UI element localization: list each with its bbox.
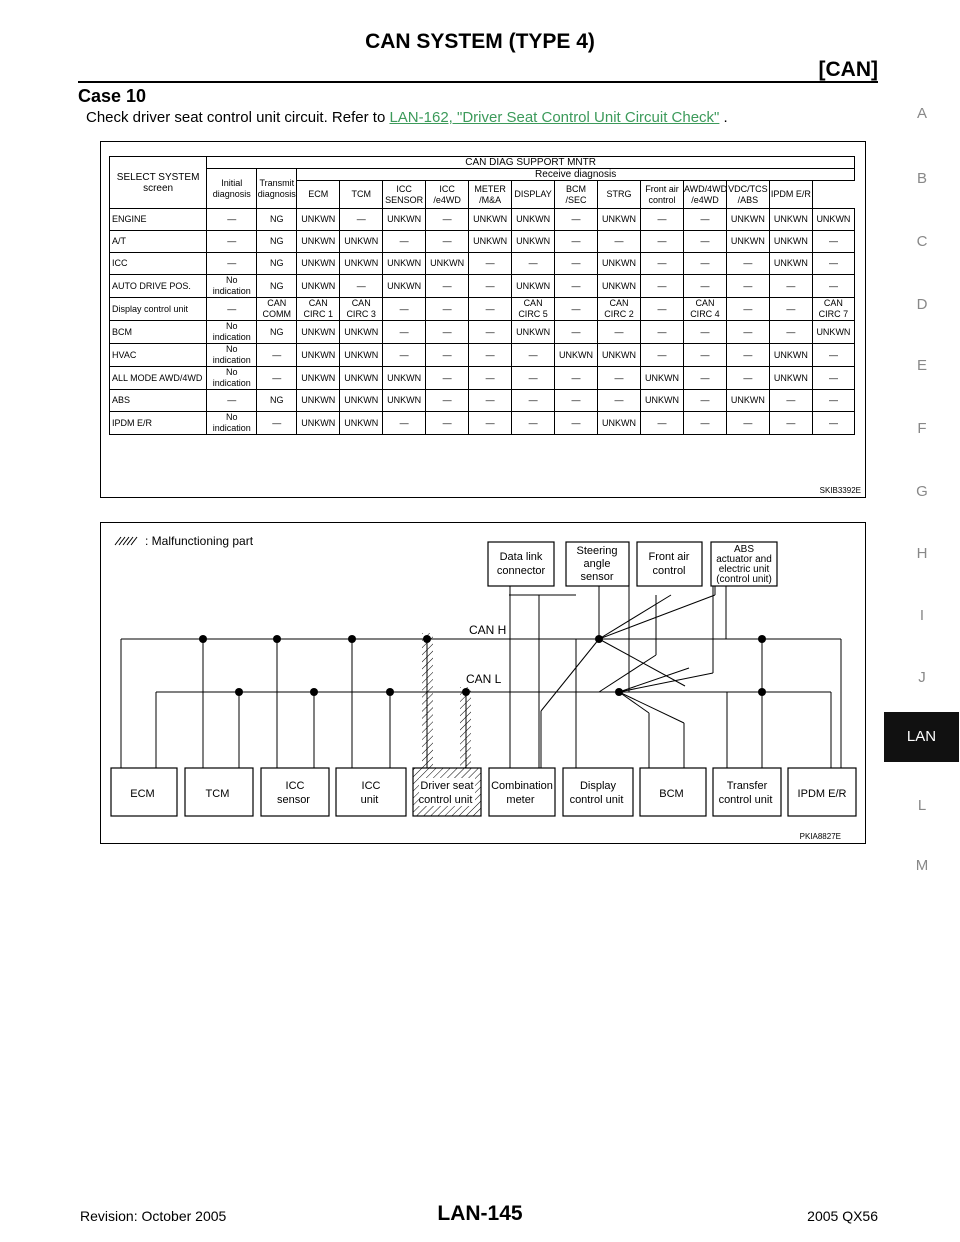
diag-cell: NG xyxy=(257,253,297,275)
diag-cell: — xyxy=(812,344,854,367)
diag-cell: — xyxy=(207,231,257,253)
diag-cell: UNKWN xyxy=(383,390,426,412)
footer-model: 2005 QX56 xyxy=(807,1208,878,1224)
diag-cell: — xyxy=(207,390,257,412)
index-tab-h[interactable]: H xyxy=(916,545,928,562)
diag-cell: — xyxy=(207,298,257,321)
diag-cell: — xyxy=(257,344,297,367)
diag-cell: — xyxy=(641,275,684,298)
diag-cell: — xyxy=(555,298,598,321)
receive-column-header: ECM xyxy=(297,181,340,209)
diag-cell: — xyxy=(726,344,769,367)
diag-cell: — xyxy=(426,231,469,253)
diag-cell: — xyxy=(769,412,812,435)
system-name: ENGINE xyxy=(110,209,207,231)
figure-code: SKIB3392E xyxy=(819,486,861,495)
diag-cell: UNKWN xyxy=(340,390,383,412)
diag-cell: UNKWN xyxy=(340,253,383,275)
system-name: ALL MODE AWD/4WD xyxy=(110,367,207,390)
wiring-diagram xyxy=(101,523,865,843)
can-h-label: CAN H xyxy=(469,623,507,637)
receive-column-header: ICC /e4WD xyxy=(426,181,469,209)
receive-column-header: BCM /SEC xyxy=(555,181,598,209)
diag-cell: — xyxy=(683,321,726,344)
diag-cell: — xyxy=(469,390,512,412)
diag-cell: NG xyxy=(257,390,297,412)
footer-page-number: LAN-145 xyxy=(437,1202,523,1225)
diag-cell: — xyxy=(683,209,726,231)
diag-row xyxy=(110,321,855,344)
diag-cell: UNKWN xyxy=(340,321,383,344)
receive-column-header: IPDM E/R xyxy=(769,181,812,209)
diag-cell: — xyxy=(383,298,426,321)
diag-cell: — xyxy=(769,275,812,298)
diag-cell: — xyxy=(598,367,641,390)
diag-cell: UNKWN xyxy=(641,367,684,390)
diag-cell: UNKWN xyxy=(598,209,641,231)
diag-cell: UNKWN xyxy=(340,367,383,390)
diag-cell: — xyxy=(383,412,426,435)
diag-cell: — xyxy=(683,390,726,412)
index-tab-c[interactable]: C xyxy=(916,233,928,250)
diag-cell: — xyxy=(512,253,555,275)
diag-cell: — xyxy=(469,298,512,321)
diag-cell: — xyxy=(683,412,726,435)
diag-cell: — xyxy=(812,275,854,298)
diag-cell: — xyxy=(812,231,854,253)
diag-cell: UNKWN xyxy=(512,209,555,231)
diag-cell: — xyxy=(257,367,297,390)
diag-cell: UNKWN xyxy=(340,344,383,367)
receive-column-header: METER /M&A xyxy=(469,181,512,209)
diag-cell: — xyxy=(641,298,684,321)
diag-cell: UNKWN xyxy=(512,321,555,344)
index-tab-l[interactable]: L xyxy=(917,797,927,814)
diag-cell: — xyxy=(683,253,726,275)
circuit-check-link[interactable]: LAN-162, "Driver Seat Control Unit Circuit Check" xyxy=(389,109,720,126)
receive-column-header: AWD/4WD /e4WD xyxy=(683,181,726,209)
system-name: Display control unit xyxy=(110,298,207,321)
can-diag-table xyxy=(109,156,855,435)
diag-cell: UNKWN xyxy=(769,253,812,275)
index-tab-f[interactable]: F xyxy=(917,420,927,437)
diag-cell: — xyxy=(641,209,684,231)
diag-cell: — xyxy=(726,298,769,321)
receive-column-header: TCM xyxy=(340,181,383,209)
diag-cell: NG xyxy=(257,275,297,298)
diag-cell: UNKWN xyxy=(769,231,812,253)
diag-row xyxy=(110,390,855,412)
index-tab-lan[interactable]: LAN xyxy=(884,712,959,762)
diag-row xyxy=(110,231,855,253)
diag-cell: — xyxy=(426,275,469,298)
diag-cell: — xyxy=(555,275,598,298)
diag-cell: UNKWN xyxy=(726,209,769,231)
initial-diagnosis-header: Initial diagnosis xyxy=(207,169,257,209)
diag-cell: — xyxy=(812,367,854,390)
diag-cell: — xyxy=(812,253,854,275)
diag-cell: NG xyxy=(257,321,297,344)
diag-cell: UNKWN xyxy=(555,344,598,367)
diag-cell: — xyxy=(426,321,469,344)
diag-cell: — xyxy=(726,412,769,435)
diag-cell: — xyxy=(812,390,854,412)
diag-cell: — xyxy=(469,344,512,367)
diag-cell: — xyxy=(555,209,598,231)
diag-cell: UNKWN xyxy=(297,209,340,231)
diag-cell: UNKWN xyxy=(726,390,769,412)
diag-cell: CAN CIRC 5 xyxy=(512,298,555,321)
diag-cell: CAN CIRC 4 xyxy=(683,298,726,321)
data-link-connector-box: Data link connector xyxy=(496,551,546,577)
diag-cell: — xyxy=(207,253,257,275)
receive-column-header: DISPLAY xyxy=(512,181,555,209)
diag-cell: No indication xyxy=(207,275,257,298)
index-tab-b[interactable]: B xyxy=(916,170,927,187)
can-wiring-figure xyxy=(100,522,866,844)
diag-cell: CAN CIRC 2 xyxy=(598,298,641,321)
diag-cell: — xyxy=(340,275,383,298)
diag-cell: — xyxy=(555,412,598,435)
system-name: IPDM E/R xyxy=(110,412,207,435)
index-tab-e[interactable]: E xyxy=(916,357,927,374)
system-name: A/T xyxy=(110,231,207,253)
index-tab-d[interactable]: D xyxy=(916,296,928,313)
system-name: ICC xyxy=(110,253,207,275)
diag-cell: — xyxy=(512,344,555,367)
diag-cell: UNKWN xyxy=(641,390,684,412)
diag-cell: — xyxy=(555,321,598,344)
transmit-diagnosis-header: Transmit diagnosis xyxy=(257,169,297,209)
diag-cell: NG xyxy=(257,209,297,231)
diag-cell: CAN CIRC 1 xyxy=(297,298,340,321)
system-name: HVAC xyxy=(110,344,207,367)
diag-cell: UNKWN xyxy=(297,344,340,367)
diag-cell: CAN CIRC 3 xyxy=(340,298,383,321)
diag-cell: UNKWN xyxy=(297,390,340,412)
diag-cell: UNKWN xyxy=(769,344,812,367)
page-title: CAN SYSTEM (TYPE 4) xyxy=(365,30,595,53)
diag-cell: — xyxy=(641,321,684,344)
bottom-unit-labels: ECM TCM ICC sensor ICC unit Driver seat control unit Combination meter Display control unit BCM Transfer control unit IPDM E/R xyxy=(130,780,847,806)
index-tab-i[interactable]: I xyxy=(919,607,925,624)
diag-cell: — xyxy=(469,367,512,390)
diag-cell: — xyxy=(383,231,426,253)
diag-cell: — xyxy=(641,231,684,253)
diag-cell: — xyxy=(426,209,469,231)
diag-cell: — xyxy=(598,390,641,412)
diag-cell: — xyxy=(769,298,812,321)
system-name: BCM xyxy=(110,321,207,344)
diag-cell: — xyxy=(641,253,684,275)
diag-cell: — xyxy=(641,344,684,367)
abs-actuator-box: ABS actuator and electric unit (control unit) xyxy=(716,544,772,585)
diag-cell: — xyxy=(257,412,297,435)
diag-cell: UNKWN xyxy=(383,275,426,298)
footer-revision: Revision: October 2005 xyxy=(80,1208,227,1224)
diag-cell: — xyxy=(512,412,555,435)
diag-cell: — xyxy=(512,367,555,390)
diag-cell: CAN CIRC 7 xyxy=(812,298,854,321)
diag-cell: — xyxy=(426,367,469,390)
diag-cell: UNKWN xyxy=(812,209,854,231)
index-tab-g[interactable]: G xyxy=(916,483,928,500)
diag-cell: — xyxy=(207,209,257,231)
wiring-figure-code: PKIA8827E xyxy=(799,832,841,841)
diag-cell: UNKWN xyxy=(297,275,340,298)
diag-cell: UNKWN xyxy=(512,275,555,298)
diag-cell: UNKWN xyxy=(297,367,340,390)
diag-cell: — xyxy=(641,412,684,435)
front-air-control-box: Front air control xyxy=(648,551,690,577)
receive-column-header: STRG xyxy=(598,181,641,209)
support-monitor-header: CAN DIAG SUPPORT MNTR xyxy=(207,157,855,169)
diag-cell: UNKWN xyxy=(726,231,769,253)
diag-row xyxy=(110,344,855,367)
diag-cell: UNKWN xyxy=(340,412,383,435)
diag-cell: No indication xyxy=(207,321,257,344)
diag-cell: — xyxy=(383,321,426,344)
diag-cell: No indication xyxy=(207,367,257,390)
diag-cell: UNKWN xyxy=(469,209,512,231)
diag-cell: — xyxy=(812,412,854,435)
diag-cell: UNKWN xyxy=(383,367,426,390)
diag-cell: — xyxy=(383,344,426,367)
diag-cell: — xyxy=(683,275,726,298)
section-index xyxy=(884,0,960,1242)
diag-cell: UNKWN xyxy=(340,231,383,253)
index-tab-j[interactable]: J xyxy=(918,669,926,686)
receive-column-header: ICC SENSOR xyxy=(383,181,426,209)
diag-cell: — xyxy=(683,231,726,253)
diag-cell: — xyxy=(726,275,769,298)
diag-cell: UNKWN xyxy=(383,253,426,275)
diag-cell: — xyxy=(683,344,726,367)
diag-cell: No indication xyxy=(207,412,257,435)
diag-cell: UNKWN xyxy=(426,253,469,275)
diag-cell: UNKWN xyxy=(769,367,812,390)
diag-cell: — xyxy=(555,253,598,275)
diag-cell: UNKWN xyxy=(598,253,641,275)
diag-cell: No indication xyxy=(207,344,257,367)
diag-cell: UNKWN xyxy=(469,231,512,253)
diag-cell: — xyxy=(426,412,469,435)
diag-cell: — xyxy=(555,231,598,253)
diag-cell: — xyxy=(426,298,469,321)
diag-cell: UNKWN xyxy=(598,412,641,435)
diag-cell: UNKWN xyxy=(598,344,641,367)
diag-cell: — xyxy=(726,367,769,390)
diag-cell: — xyxy=(426,390,469,412)
diag-cell: — xyxy=(726,321,769,344)
diag-cell: UNKWN xyxy=(297,321,340,344)
system-name: ABS xyxy=(110,390,207,412)
diag-cell: — xyxy=(469,412,512,435)
instruction-text: Check driver seat control unit circuit. Refer to xyxy=(86,109,390,126)
diag-cell: — xyxy=(769,390,812,412)
receive-column-header: VDC/TCS /ABS xyxy=(726,181,769,209)
diag-cell: UNKWN xyxy=(812,321,854,344)
diag-cell: — xyxy=(469,253,512,275)
can-l-label: CAN L xyxy=(466,672,502,686)
diag-cell: — xyxy=(726,253,769,275)
diag-cell: NG xyxy=(257,231,297,253)
diag-cell: UNKWN xyxy=(512,231,555,253)
legend xyxy=(115,534,254,548)
diag-cell: — xyxy=(683,367,726,390)
diag-cell: — xyxy=(769,321,812,344)
case-title: Case 10 xyxy=(78,86,147,106)
diag-cell: — xyxy=(598,231,641,253)
section-tag: [CAN] xyxy=(818,58,878,81)
diag-row xyxy=(110,253,855,275)
instruction-end: . xyxy=(719,109,728,126)
index-tab-a[interactable]: A xyxy=(916,105,927,122)
diag-cell: UNKWN xyxy=(297,253,340,275)
diag-cell: — xyxy=(469,275,512,298)
index-tab-m[interactable]: M xyxy=(915,857,929,874)
diag-cell: UNKWN xyxy=(383,209,426,231)
diag-cell: — xyxy=(469,321,512,344)
case-instruction xyxy=(86,109,728,126)
diag-cell: UNKWN xyxy=(769,209,812,231)
diag-cell: — xyxy=(426,344,469,367)
diag-cell: — xyxy=(598,321,641,344)
select-system-header: SELECT SYSTEM screen xyxy=(110,157,207,209)
diag-row xyxy=(110,367,855,390)
diag-cell: — xyxy=(555,367,598,390)
diag-row xyxy=(110,412,855,435)
diag-row xyxy=(110,298,855,321)
receive-diagnosis-header: Receive diagnosis xyxy=(297,169,855,181)
header-rule xyxy=(78,81,878,83)
diag-cell: UNKWN xyxy=(297,412,340,435)
legend-text: : Malfunctioning part xyxy=(145,534,254,548)
diag-cell: — xyxy=(340,209,383,231)
can-diag-figure xyxy=(100,141,866,498)
system-name: AUTO DRIVE POS. xyxy=(110,275,207,298)
diag-cell: UNKWN xyxy=(598,275,641,298)
diag-cell: — xyxy=(555,390,598,412)
diag-cell: UNKWN xyxy=(297,231,340,253)
receive-column-header: Front air control xyxy=(641,181,684,209)
diag-row xyxy=(110,275,855,298)
diag-cell: CAN COMM xyxy=(257,298,297,321)
diag-cell: — xyxy=(512,390,555,412)
diag-row xyxy=(110,209,855,231)
steering-angle-sensor-box: Steering angle sensor xyxy=(576,545,618,583)
